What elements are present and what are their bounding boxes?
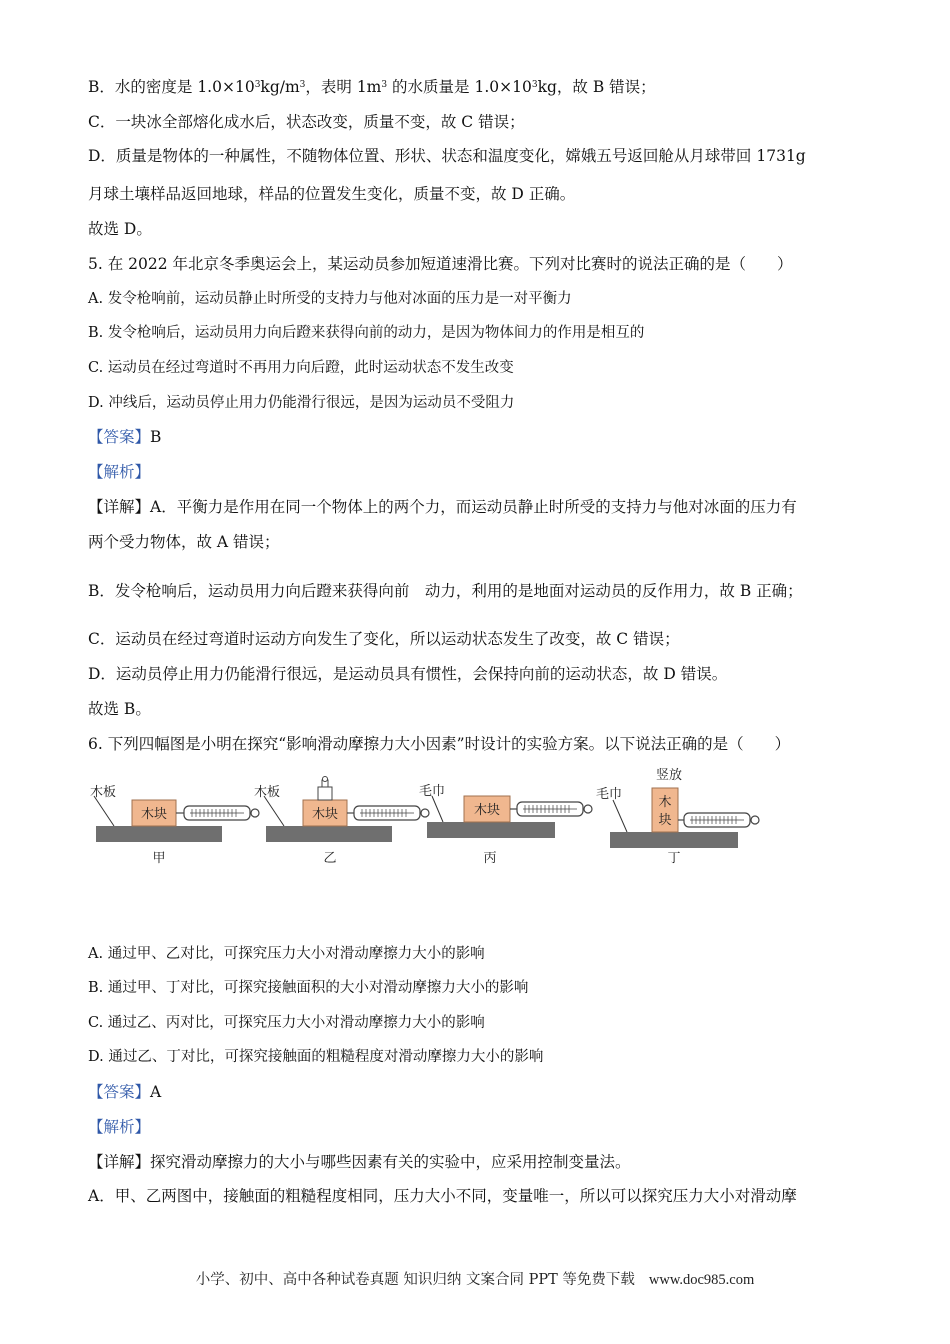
board — [610, 832, 738, 848]
label-leader-line — [613, 800, 627, 832]
q5-stem: 5. 在 2022 年北京冬季奥运会上，某运动员参加短道速滑比赛。下列对比赛时的说法正确的是（ ） — [88, 255, 793, 273]
caption-jia: 甲 — [152, 851, 166, 866]
q6-answer: 【答案】A — [88, 1083, 162, 1101]
prev-option-d-line1: D．质量是物体的一种属性，不随物体位置、形状、状态和温度变化，嫦娥五号返回舱从月球带回 1731g — [88, 147, 806, 165]
q6-experiment-figure — [80, 762, 760, 872]
q6-stem: 6. 下列四幅图是小明在探究“影响滑动摩擦力大小因素”时设计的实验方案。以下说法正确的是（ ） — [88, 735, 791, 753]
upright-note: 竖放 — [655, 768, 683, 783]
spring-scale — [184, 806, 259, 820]
q5-detail-c: C．运动员在经过弯道时运动方向发生了变化，所以运动状态发生了改变，故 C 错误； — [88, 630, 680, 648]
surface-label: 木板 — [254, 785, 281, 800]
q5-choose: 故选 B。 — [88, 700, 151, 718]
footer-url[interactable]: www.doc985.com — [648, 1272, 755, 1288]
caption-bing: 丙 — [483, 851, 497, 866]
q6-detail-intro: 【详解】探究滑动摩擦力的大小与哪些因素有关的实验中，应采用控制变量法。 — [88, 1153, 631, 1171]
q6-analysis-tag: 【解析】 — [88, 1118, 151, 1136]
q5-analysis-tag: 【解析】 — [88, 463, 151, 481]
figure-bing — [419, 783, 592, 866]
footer-text: 小学、初中、高中各种试卷真题 知识归纳 文案合同 PPT 等免费下载 — [195, 1272, 635, 1288]
block-label: 木块 — [311, 807, 339, 822]
q5-detail-a1: 【详解】A．平衡力是作用在同一个物体上的两个力，而运动员静止时所受的支持力与他对冰面的压力有 — [88, 498, 797, 516]
figure-ding — [596, 767, 759, 866]
prev-option-c: C．一块冰全部熔化成水后，状态改变，质量不变，故 C 错误； — [88, 113, 525, 131]
caption-yi: 乙 — [323, 851, 337, 866]
caption-ding: 丁 — [667, 851, 681, 866]
block-label: 木块 — [140, 807, 168, 822]
q6-option-a: A. 通过甲、乙对比，可探究压力大小对滑动摩擦力大小的影响 — [88, 946, 485, 962]
board — [427, 822, 555, 838]
q5-detail-b: B．发令枪响后，运动员用力向后蹬来获得向前 动力，利用的是地面对运动员的反作用力，故 B 正确； — [88, 582, 803, 600]
figure-yi — [254, 777, 429, 867]
surface-label: 毛巾 — [419, 784, 446, 799]
label-leader-line — [432, 796, 443, 822]
q5-option-a: A. 发令枪响前，运动员静止时所受的支持力与他对冰面的压力是一对平衡力 — [88, 291, 572, 307]
q6-option-c: C. 通过乙、丙对比，可探究压力大小对滑动摩擦力大小的影响 — [88, 1015, 485, 1031]
block-label-top: 木 — [658, 795, 672, 810]
q5-answer: 【答案】B — [88, 428, 162, 446]
spring-scale — [354, 806, 429, 820]
q6-detail-a1: A．甲、乙两图中，接触面的粗糙程度相同，压力大小不同，变量唯一，所以可以探究压力大小对滑动摩 — [88, 1187, 797, 1205]
label-leader-line — [94, 796, 114, 826]
q5-detail-d: D．运动员停止用力仍能滑行很远，是运动员具有惯性，会保持向前的运动状态，故 D 错误。 — [88, 665, 728, 683]
block-label: 木块 — [473, 803, 501, 818]
prev-choose: 故选 D。 — [88, 220, 152, 238]
label-leader-line — [264, 796, 284, 826]
q6-option-d: D. 通过乙、丁对比，可探究接触面的粗糙程度对滑动摩擦力大小的影响 — [88, 1049, 544, 1065]
q5-detail-a2: 两个受力物体，故 A 错误； — [88, 533, 280, 551]
page-footer — [0, 1268, 950, 1289]
q5-option-b: B. 发令枪响后，运动员用力向后蹬来获得向前的动力，是因为物体间力的作用是相互的 — [88, 325, 645, 341]
weight-icon — [318, 777, 332, 801]
board — [266, 826, 392, 842]
figure-jia — [90, 784, 259, 866]
prev-option-b: B．水的密度是 $1.0\times 10^3kg/m^3$，表明 $1m^3$ 的水质量是 $1.0\times 10^3kg$，故 B 错误； — [88, 78, 656, 96]
prev-option-d-line2: 月球土壤样品返回地球，样品的位置发生变化，质量不变，故 D 正确。 — [88, 185, 576, 203]
surface-label: 木板 — [90, 785, 117, 800]
surface-label: 毛巾 — [596, 787, 623, 802]
board — [96, 826, 222, 842]
q6-option-b: B. 通过甲、丁对比，可探究接触面积的大小对滑动摩擦力大小的影响 — [88, 980, 529, 996]
block-label-bottom: 块 — [658, 813, 672, 828]
q5-option-c: C. 运动员在经过弯道时不再用力向后蹬，此时运动状态不发生改变 — [88, 360, 514, 376]
q5-option-d: D. 冲线后，运动员停止用力仍能滑行很远，是因为运动员不受阻力 — [88, 395, 515, 411]
spring-scale — [517, 802, 592, 816]
spring-scale — [684, 813, 759, 827]
